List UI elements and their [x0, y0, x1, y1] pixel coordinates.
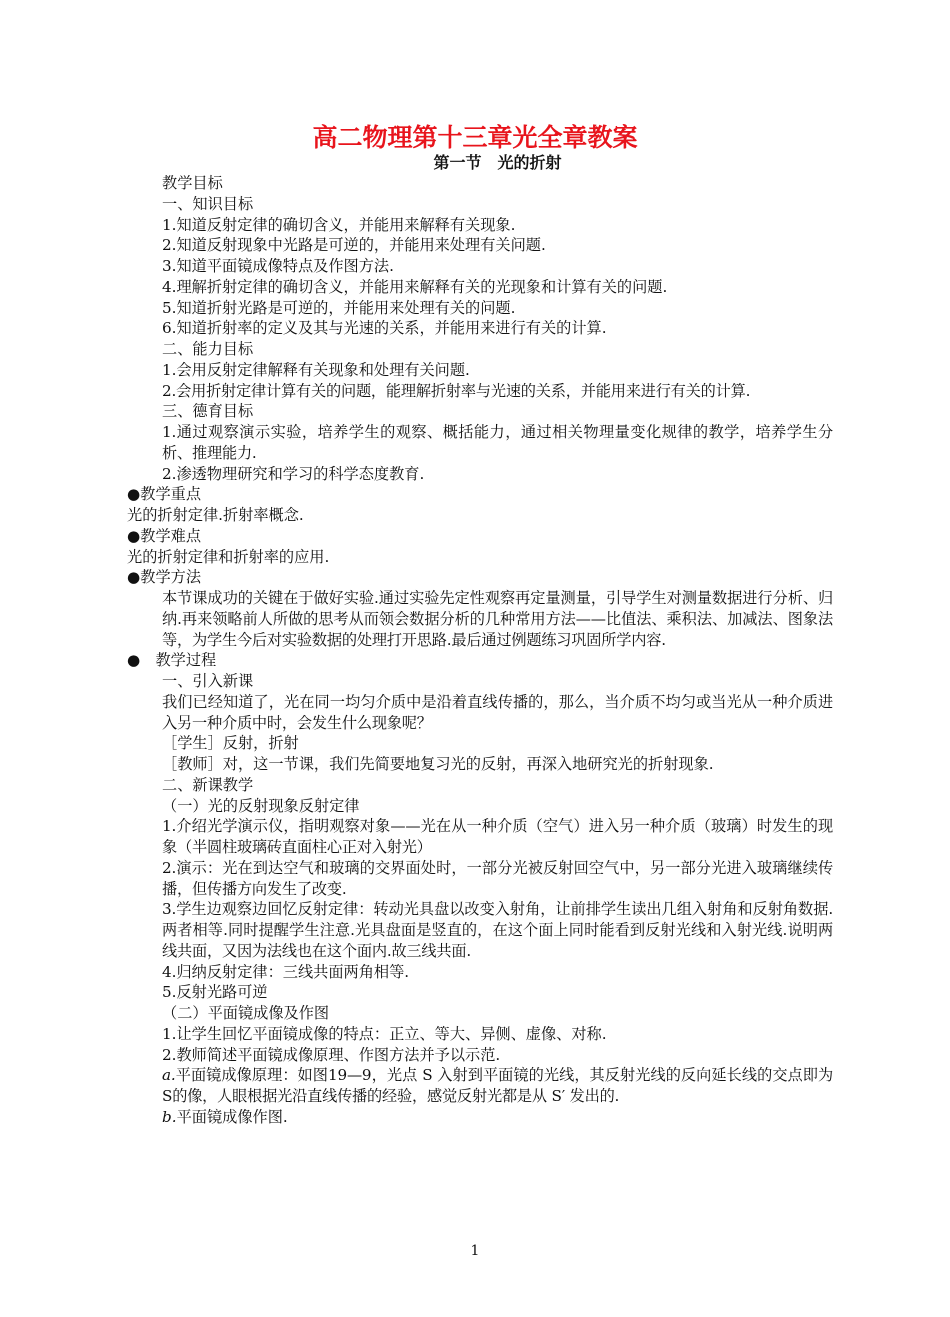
mirror-principle-text: 平面镜成像原理：如图19—9，光点 S 入射到平面镜的光线，其反射光线的反向延长线的交点即为S的像，人眼根据光沿直线传播的经验，感觉反射光都是从 S′ 发出的.: [162, 1066, 833, 1105]
knowledge-item-1: 1.知道反射定律的确切含义，并能用来解释有关现象.: [162, 215, 516, 234]
item-marker-a: a.: [162, 1066, 176, 1085]
heading-moral-objectives: 三、德育目标: [162, 402, 254, 421]
mirror-step-1: 1.让学生回忆平面镜成像的特点：正立、等大、异侧、虚像、对称.: [162, 1024, 607, 1043]
knowledge-item-4: 4.理解折射定律的确切含义，并能用来解释有关的光现象和计算有关的问题.: [162, 277, 668, 296]
heading-new-lesson: 二、新课教学: [162, 775, 254, 794]
teacher-line: ［教师］对，这一节课，我们先简要地复习光的反射，再深入地研究光的折射现象.: [162, 755, 714, 773]
difficulties-text: 光的折射定律和折射率的应用.: [127, 547, 330, 566]
knowledge-item-6: 6.知道折射率的定义及其与光速的关系，并能用来进行有关的计算.: [162, 319, 607, 338]
heading-teaching-process: ● 教学过程: [127, 651, 217, 670]
knowledge-item-5: 5.知道折射光路是可逆的，并能用来处理有关的问题.: [162, 298, 516, 317]
mirror-step-2: 2.教师简述平面镜成像原理、作图方法并予以示范.: [162, 1045, 501, 1064]
heading-ability-objectives: 二、能力目标: [162, 340, 254, 358]
knowledge-item-3: 3.知道平面镜成像特点及作图方法.: [162, 257, 394, 275]
heading-introduce-lesson: 一、引入新课: [162, 672, 254, 690]
student-line: ［学生］反射，折射: [162, 734, 299, 753]
heading-key-points: ●教学重点: [127, 485, 202, 504]
ability-item-2: 2.会用折射定律计算有关的问题，能理解折射率与光速的关系，并能用来进行有关的计算.: [162, 381, 751, 400]
reflection-step-5: 5.反射光路可逆: [162, 983, 268, 1002]
reflection-step-3: 3.学生边观察边回忆反射定律：转动光具盘以改变入射角，让前排学生读出几组入射角和反射角数据.两者相等.同时提醒学生注意.光具盘面是竖直的，在这个面上同时能看到反射光线和入射光线.说明两线共面，又因为法线也在这个面内.故三线共面.: [162, 900, 833, 960]
knowledge-item-2: 2.知道反射现象中光路是可逆的，并能用来处理有关问题.: [162, 236, 546, 255]
introduce-paragraph: 我们已经知道了，光在同一均匀介质中是沿着直线传播的，那么，当介质不均匀或当光从一种介质进入另一种介质中时，会发生什么现象呢？: [162, 692, 833, 732]
mirror-drawing-text: 平面镜成像作图.: [176, 1107, 288, 1126]
moral-item-2: 2.渗透物理研究和学习的科学态度教育.: [162, 464, 425, 483]
reflection-step-1: 1.介绍光学演示仪，指明观察对象——光在从一种介质（空气）进入另一种介质（玻璃）时发生的现象（半圆柱玻璃砖直面柱心正对入射光）: [162, 817, 833, 856]
document-title: 高二物理第十三章光全章教案: [312, 123, 638, 152]
document-body: [127, 173, 833, 1128]
reflection-step-2: 2.演示：光在到达空气和玻璃的交界面处时，一部分光被反射回空气中，另一部分光进入玻璃继续传播，但传播方向发生了改变.: [162, 858, 833, 898]
ability-item-1: 1.会用反射定律解释有关现象和处理有关问题.: [162, 360, 470, 379]
heading-teaching-method: ●教学方法: [127, 568, 202, 587]
heading-teaching-objectives: 教学目标: [162, 174, 223, 192]
reflection-step-4: 4.归纳反射定律：三线共面两角相等.: [162, 962, 410, 981]
moral-item-1: 1.通过观察演示实验，培养学生的观察、概括能力，通过相关物理量变化规律的教学，培养学生分析、推理能力.: [162, 423, 833, 462]
section-title: 第一节 光的折射: [433, 153, 562, 172]
heading-knowledge-objectives: 一、知识目标: [162, 194, 254, 213]
mirror-principle: [127, 1065, 833, 1107]
page-number: 1: [470, 1243, 480, 1259]
item-marker-b: b.: [162, 1107, 177, 1126]
key-points-text: 光的折射定律.折射率概念.: [127, 506, 304, 524]
heading-plane-mirror: （二）平面镜成像及作图: [162, 1004, 330, 1022]
heading-reflection-law: （一）光的反射现象反射定律: [162, 796, 360, 815]
heading-difficulties: ●教学难点: [127, 526, 202, 545]
mirror-drawing: [127, 1107, 833, 1128]
teaching-method-text: 本节课成功的关键在于做好实验.通过实验先定性观察再定量测量，引导学生对测量数据进行分析、归纳.再来领略前人所做的思考从而领会数据分析的几种常用方法——比值法、乘积法、加减法、图象法等，为学生今后对实验数据的处理打开思路.最后通过例题练习巩固所学内容.: [162, 589, 833, 649]
